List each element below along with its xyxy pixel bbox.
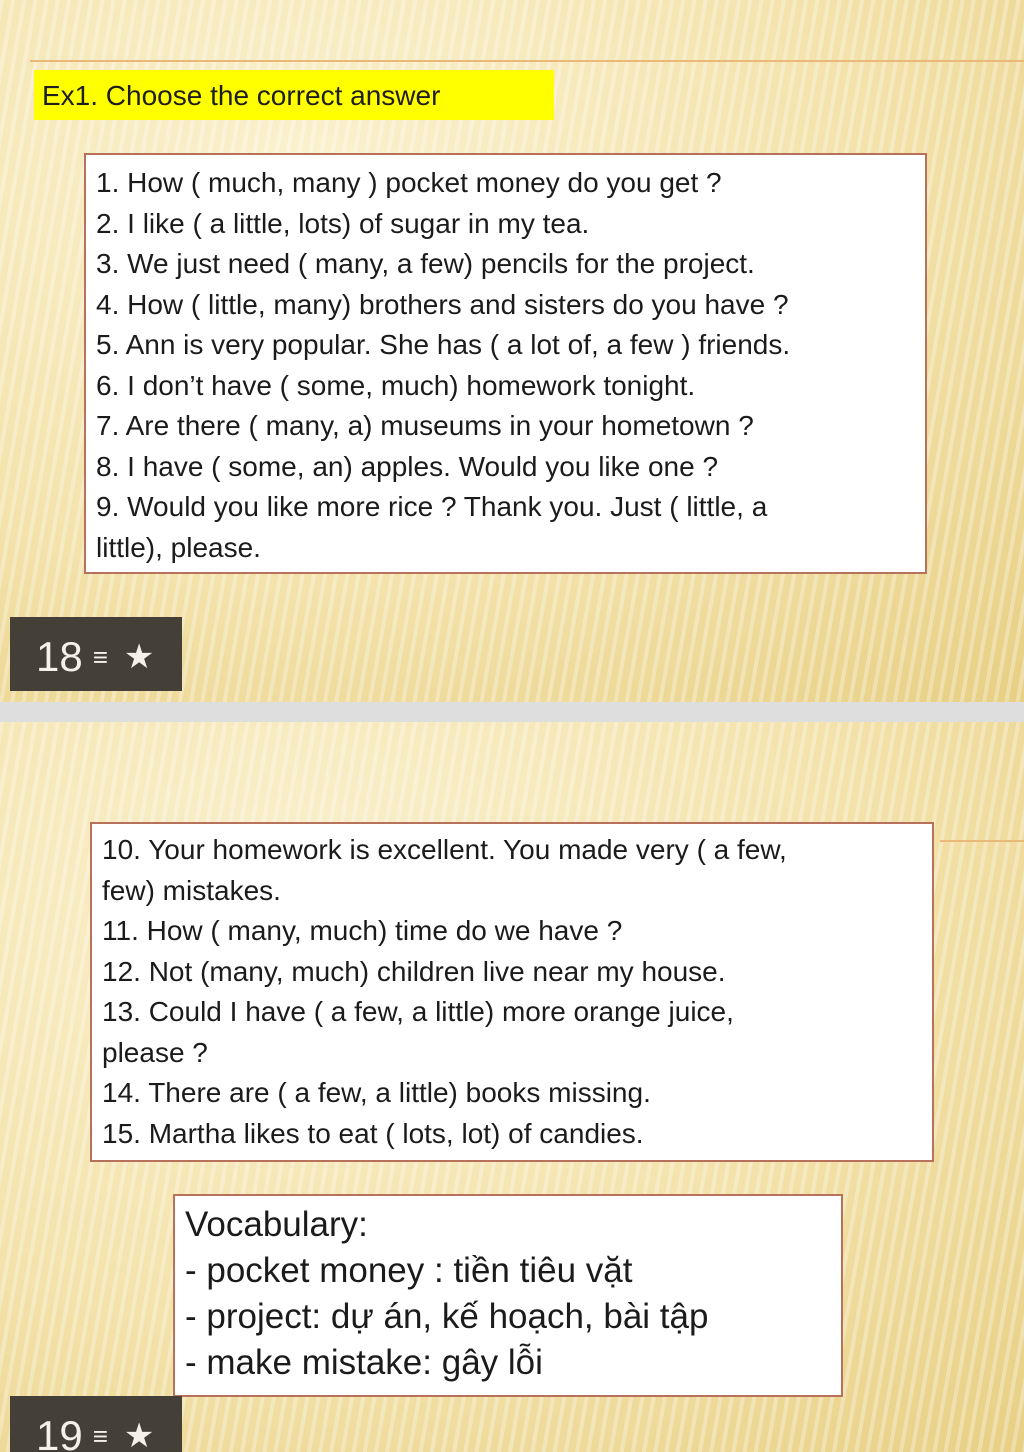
decorative-line [940, 840, 1024, 842]
question-line: 11. How ( many, much) time do we have ? [102, 915, 623, 946]
question-line: 6. I don’t have ( some, much) homework tonight. [96, 369, 696, 401]
question-line: 1. How ( much, many ) pocket money do you get ? [96, 167, 722, 198]
star-icon[interactable]: ★ [123, 1417, 155, 1452]
question-line: 2. I like ( a little, lots) of sugar in my tea. [96, 207, 590, 239]
motion-lines-icon: ≡ [92, 1421, 106, 1451]
question-line: 10. Your homework is excellent. You made very ( a few, [102, 834, 787, 865]
question-line: 12. Not (many, much) children live near my house. [102, 955, 726, 987]
vocabulary-heading: Vocabulary: [185, 1205, 368, 1244]
question-line: few) mistakes. [102, 874, 281, 906]
exercise-title: Ex1. Choose the correct answer [34, 70, 554, 120]
vocabulary-box [173, 1194, 843, 1397]
vocabulary-item: - project: dự án, kế hoạch, bài tập [185, 1297, 709, 1336]
question-line: please ? [102, 1036, 208, 1068]
question-line: little), please. [96, 531, 261, 563]
slide-number-badge[interactable] [10, 617, 182, 691]
question-line: 4. How ( little, many) brothers and sisters do you have ? [96, 288, 789, 320]
star-icon[interactable]: ★ [123, 638, 155, 676]
slide-19 [0, 722, 1024, 1452]
question-line: 3. We just need ( many, a few) pencils for the project. [96, 248, 755, 279]
vocabulary-item: - make mistake: gây lỗi [185, 1343, 543, 1382]
vocabulary-item: - pocket money : tiền tiêu vặt [185, 1251, 633, 1290]
question-box-1 [84, 153, 927, 574]
question-line: 13. Could I have ( a few, a little) more orange juice, [102, 996, 734, 1027]
question-line: 8. I have ( some, an) apples. Would you like one ? [96, 450, 719, 482]
slide-number: 19 [36, 1412, 83, 1452]
question-line: 14. There are ( a few, a little) books missing. [102, 1077, 651, 1108]
slide-number: 18 [36, 633, 83, 680]
question-line: 15. Martha likes to eat ( lots, lot) of candies. [102, 1117, 644, 1149]
question-line: 7. Are there ( many, a) museums in your hometown ? [96, 410, 754, 441]
question-line: 5. Ann is very popular. She has ( a lot of, a few ) friends. [96, 329, 791, 360]
slide-number-badge[interactable] [10, 1396, 182, 1452]
question-box-2 [90, 822, 934, 1162]
motion-lines-icon: ≡ [92, 642, 106, 672]
slide-18 [0, 0, 1024, 702]
decorative-line [30, 60, 1024, 62]
question-line: 9. Would you like more rice ? Thank you. Just ( little, a [96, 491, 768, 522]
